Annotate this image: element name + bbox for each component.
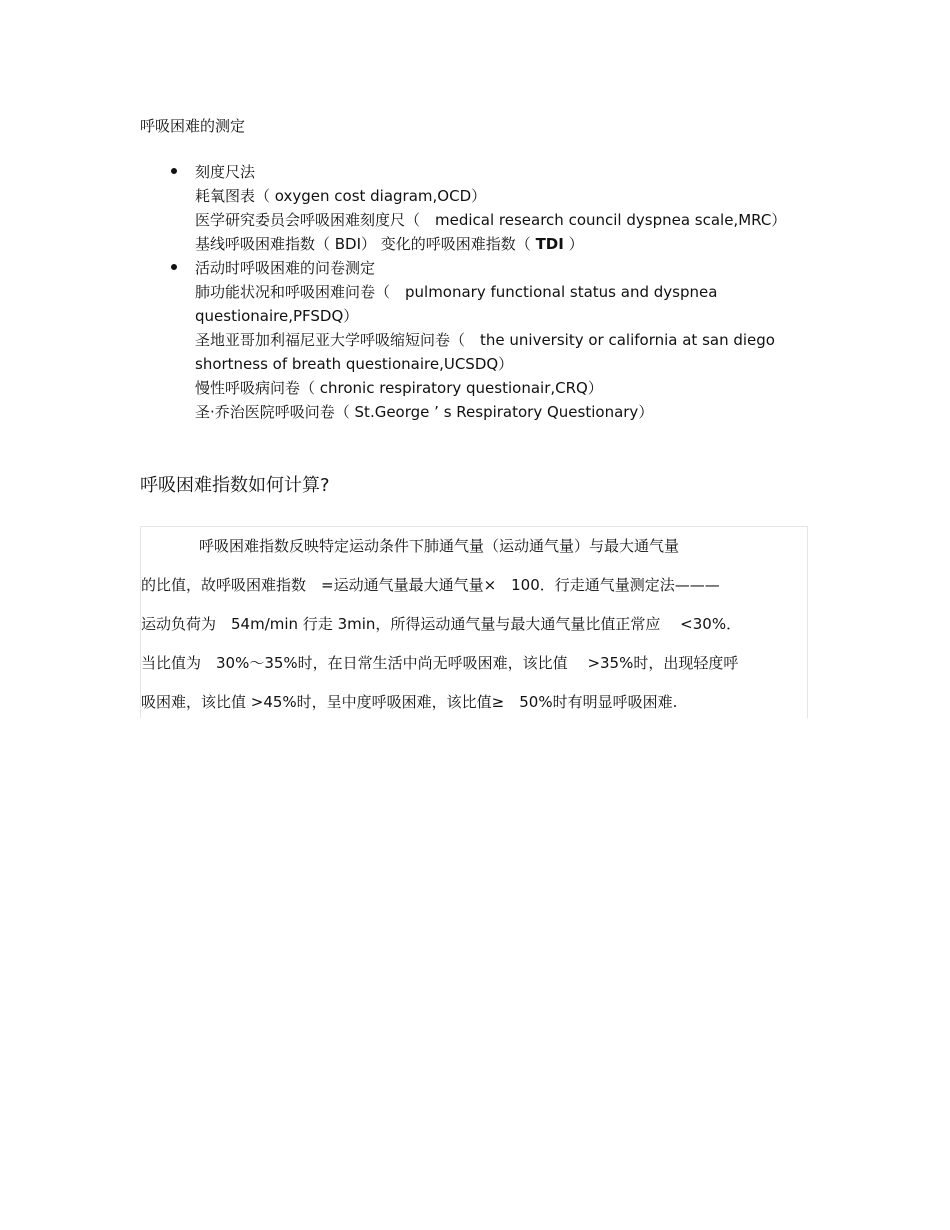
answer-line: 当比值为 30%～35%时，在日常生活中尚无呼吸困难，该比值 >35%时，出现轻度呼 xyxy=(141,654,739,672)
list-item-text: ） xyxy=(563,235,584,253)
list-item-text: 基线呼吸困难指数（ BDI） 变化的呼吸困难指数（ xyxy=(195,235,536,253)
answer-line: 呼吸困难指数反映特定运动条件下肺通气量（运动通气量）与最大通气量 xyxy=(199,537,680,555)
bullet-dot-icon xyxy=(171,264,177,270)
bullet-heading: 活动时呼吸困难的问卷测定 xyxy=(195,259,376,277)
list-item: 慢性呼吸病问卷（ chronic respiratory questionair,CRQ） xyxy=(195,379,603,397)
section-title: 呼吸困难的测定 xyxy=(140,117,246,135)
answer-line: 吸困难，该比值 >45%时，呈中度呼吸困难，该比值≥ 50%时有明显呼吸困难. xyxy=(141,693,678,711)
bullet-scale-method xyxy=(140,160,820,256)
bullet-heading: 刻度尺法 xyxy=(195,163,256,181)
answer-line: 的比值，故呼吸困难指数 =运动通气量最大通气量× 100．行走通气量测定法——— xyxy=(141,576,720,594)
answer-box xyxy=(140,526,808,718)
list-item xyxy=(195,232,795,256)
answer-paragraph xyxy=(141,527,793,722)
tdi-label: TDI xyxy=(535,235,564,253)
list-item: 肺功能状况和呼吸困难问卷（ pulmonary functional status and dyspnea questionaire,PFSDQ） xyxy=(195,283,718,325)
list-item: 医学研究委员会呼吸困难刻度尺（ medical research council dyspnea scale,MRC） xyxy=(195,211,787,229)
answer-line: 运动负荷为 54m/min 行走 3min，所得运动通气量与最大通气量比值正常应 <30%． xyxy=(141,615,742,633)
list-item: 圣·乔治医院呼吸问卷（ St.George ’ s Respiratory Questionary） xyxy=(195,403,654,421)
question-title: 呼吸困难指数如何计算? xyxy=(140,475,330,496)
bullet-list xyxy=(140,160,820,424)
list-item: 圣地亚哥加利福尼亚大学呼吸缩短问卷（ the university or california at san diego shortness of breath questionaire,UCSDQ） xyxy=(195,331,775,373)
bullet-dot-icon xyxy=(171,168,177,174)
list-item: 耗氧图表（ oxygen cost diagram,OCD） xyxy=(195,187,487,205)
bullet-activity-questionnaire xyxy=(140,256,820,424)
